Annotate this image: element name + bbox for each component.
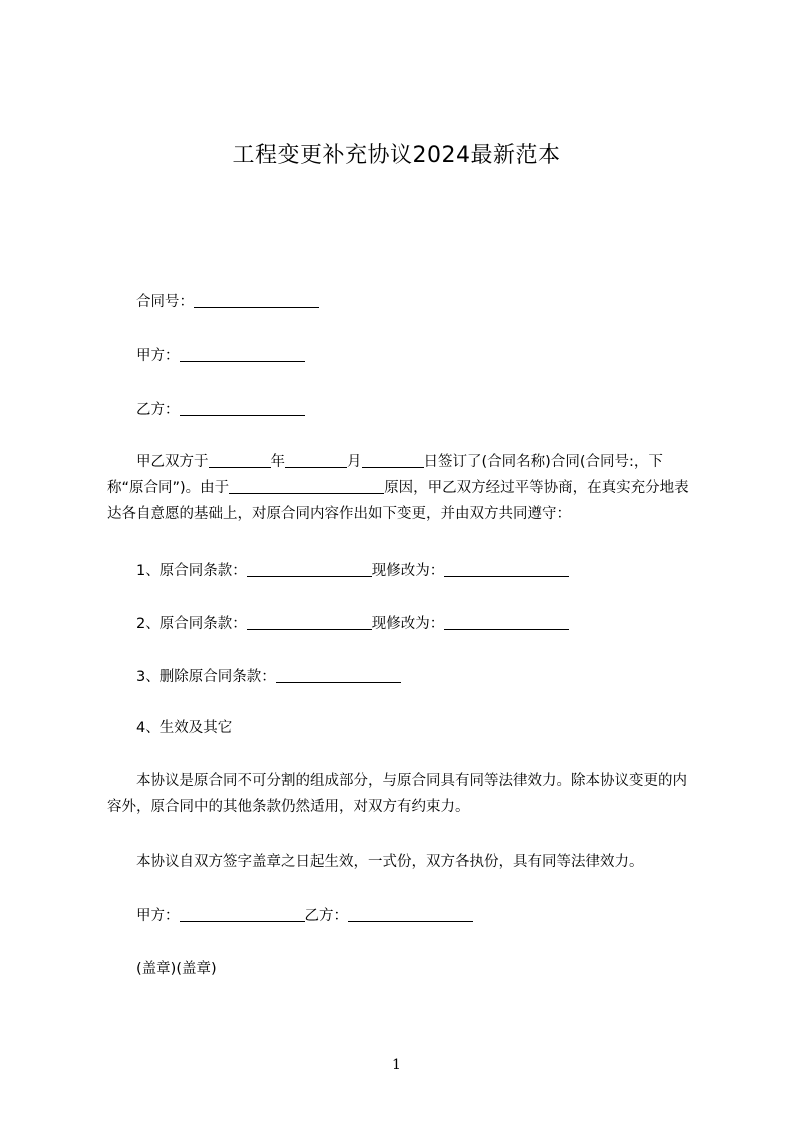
party-b-blank bbox=[180, 401, 305, 416]
month-blank bbox=[285, 453, 347, 468]
intro-part2: 日签订了(合同名称)合同(合同号:，下称“原合同”)。由于 bbox=[107, 454, 663, 496]
party-a-line bbox=[136, 345, 305, 366]
seal-line: (盖章)(盖章) bbox=[136, 961, 217, 977]
clause-1-original-blank bbox=[247, 562, 372, 577]
party-a-label: 甲方： bbox=[136, 348, 180, 364]
party-b-label: 乙方： bbox=[136, 402, 180, 418]
reason-blank bbox=[229, 479, 384, 494]
clause-2-new-blank bbox=[444, 615, 569, 630]
intro-part1: 甲乙双方于 bbox=[136, 454, 209, 470]
party-a-blank bbox=[180, 347, 305, 362]
signature-line bbox=[136, 905, 473, 926]
clause-3 bbox=[136, 666, 401, 687]
effect-paragraph bbox=[107, 768, 699, 820]
clause-2 bbox=[136, 613, 569, 634]
contract-number-line bbox=[136, 291, 319, 312]
day-blank bbox=[362, 453, 424, 468]
page-number: 1 bbox=[392, 1057, 401, 1073]
sign-party-b-label: 乙方： bbox=[304, 908, 348, 924]
contract-number-label: 合同号： bbox=[136, 294, 194, 310]
intro-month: 月 bbox=[347, 454, 362, 470]
clause-1-change-label: 现修改为： bbox=[371, 563, 445, 579]
clause-1 bbox=[136, 560, 569, 581]
sign-party-a-blank bbox=[180, 907, 305, 922]
clause-3-blank bbox=[276, 668, 401, 683]
sign-party-a-label: 甲方： bbox=[136, 908, 180, 924]
document-title: 工程变更补充协议2024最新范本 bbox=[232, 143, 561, 168]
clause-1-new-blank bbox=[444, 562, 569, 577]
clause-4-label: 4、生效及其它 bbox=[136, 720, 233, 736]
clause-3-label: 3、删除原合同条款： bbox=[136, 669, 276, 685]
party-b-line bbox=[136, 399, 305, 420]
clause-1-label: 1、原合同条款： bbox=[136, 563, 247, 579]
intro-year: 年 bbox=[270, 454, 285, 470]
clause-2-original-blank bbox=[247, 615, 372, 630]
signature-paragraph: 本协议自双方签字盖章之日起生效，一式份，双方各执份，具有同等法律效力。 bbox=[136, 854, 644, 870]
sign-party-b-blank bbox=[348, 907, 473, 922]
clause-2-change-label: 现修改为： bbox=[371, 616, 445, 632]
effect-text: 本协议是原合同不可分割的组成部分，与原合同具有同等法律效力。除本协议变更的内容外，原合同中的其他条款仍然适用，对双方有约束力。 bbox=[107, 773, 687, 815]
contract-number-blank bbox=[194, 293, 319, 308]
intro-paragraph bbox=[107, 449, 699, 527]
clause-4 bbox=[136, 718, 232, 738]
year-blank bbox=[209, 453, 271, 468]
clause-2-label: 2、原合同条款： bbox=[136, 616, 247, 632]
intro-part3: 原因，甲乙双方经过平等协商，在真实充分地表达各自意愿的基础上，对原合同内容作出如下变更，并由双方共同遵守： bbox=[107, 480, 689, 522]
